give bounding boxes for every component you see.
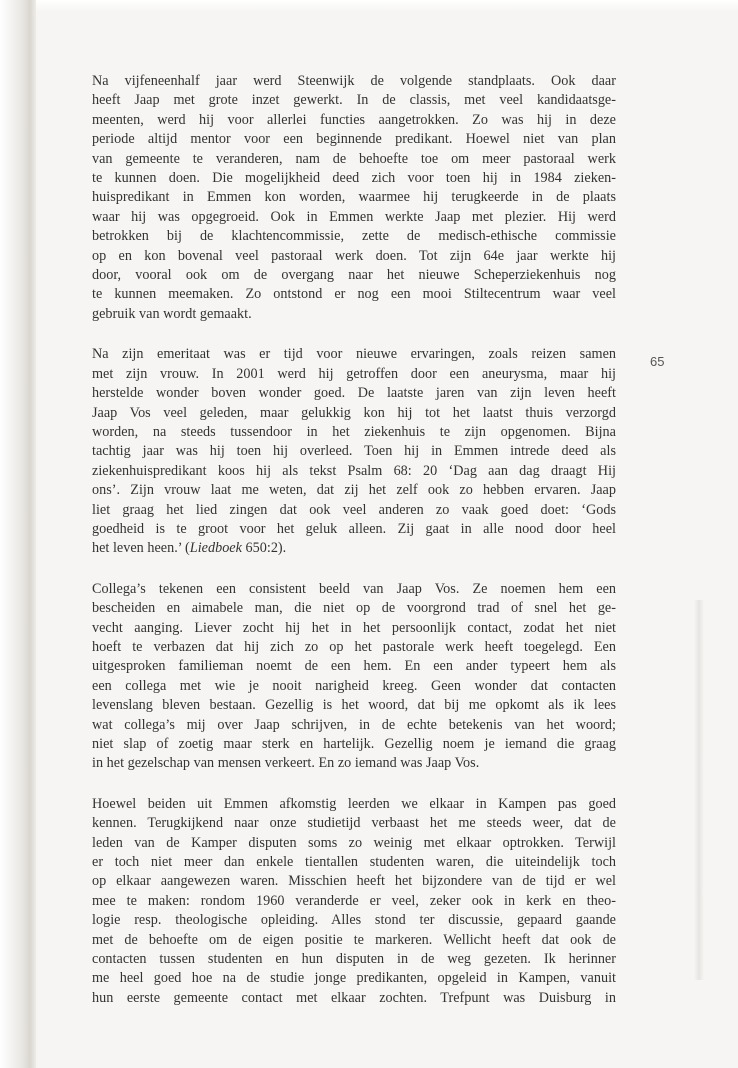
text-line: mee te maken: rondom 1960 veranderde er veel, zeker ook in kerk en theo- bbox=[92, 892, 616, 909]
text-line: te kunnen doen. Die mogelijkheid deed zich voor toen hij in 1984 zieken- bbox=[92, 170, 616, 187]
paragraph-4 bbox=[92, 795, 616, 1008]
text-line: een collega met wie je nooit narigheid kreeg. Geen wonder dat contacten bbox=[92, 677, 616, 694]
text-line: met zijn vrouw. In 2001 werd hij getroffen door een aneurysma, maar hij bbox=[92, 365, 616, 382]
text-line: Jaap Vos veel geleden, maar gelukkig kon hij tot het laatst thuis verzorgd bbox=[92, 404, 616, 421]
text-line: heeft Jaap met grote inzet gewerkt. In de classis, met veel kandidaatsge- bbox=[92, 92, 616, 109]
text-line: betrokken bij de klachtencommissie, zette de medisch-ethische commissie bbox=[92, 228, 616, 245]
text-line: huispredikant in Emmen kon worden, waarmee hij terugkeerde in de plaats bbox=[92, 189, 616, 206]
show-through-shadow bbox=[694, 600, 704, 980]
text-line: herstelde wonder boven wonder goed. De laatste jaren van zijn leven heeft bbox=[92, 385, 616, 402]
text-line: vecht aanging. Liever zocht hij het in het persoonlijk contact, zodat het niet bbox=[92, 619, 616, 636]
paragraph-1 bbox=[92, 72, 616, 324]
page-top-edge bbox=[30, 0, 738, 12]
text-line: Hoewel beiden uit Emmen afkomstig leerden we elkaar in Kampen pas goed bbox=[92, 795, 616, 812]
page-number: 65 bbox=[650, 354, 665, 369]
text-line: hun eerste gemeente contact met elkaar zochten. Trefpunt was Duisburg in bbox=[92, 989, 616, 1006]
text-line: door, vooral ook om de overgang naar het nieuwe Scheperziekenhuis nog bbox=[92, 267, 616, 284]
body-text bbox=[92, 72, 616, 1029]
text-line: Collega’s tekenen een consistent beeld van Jaap Vos. Ze noemen hem een bbox=[92, 580, 616, 597]
text-line: bescheiden en aimabele man, die niet op de voorgrond trad of snel het ge- bbox=[92, 600, 616, 617]
text-line: ons’. Zijn vrouw laat me weten, dat zij het zelf ook zo hebben ervaren. Jaap bbox=[92, 482, 616, 499]
text-line: kennen. Terugkijkend naar onze studietijd verbaast het me steeds weer, dat de bbox=[92, 815, 616, 832]
text-line: niet slap of zoetig maar sterk en hartelijk. Gezellig noem je iemand die graag bbox=[92, 736, 616, 752]
paragraph-2 bbox=[92, 345, 616, 558]
text-line: hoeft te verbazen dat hij zich zo op het pastorale werk heeft toegelegd. Een bbox=[92, 638, 616, 655]
text-line: uitgesproken familieman noemt de een hem. En een ander typeert hem als bbox=[92, 658, 616, 675]
text-line: gebruik van wordt gemaakt. bbox=[92, 305, 252, 322]
text-line: met de behoefte om de eigen positie te markeren. Wellicht heeft dat ook de bbox=[92, 931, 616, 948]
citation-title: Liedboek bbox=[189, 540, 242, 557]
text-line: wat collega’s mij over Jaap schrijven, in de echte betekenis van het woord; bbox=[92, 716, 616, 733]
text-line: liet graag het lied zingen dat ook veel anderen zo vaak goed doet: ‘Gods bbox=[92, 501, 616, 518]
text-line: worden, na steeds tussendoor in het ziekenhuis te zijn opgenomen. Bijna bbox=[92, 423, 616, 440]
citation-post: 650:2). bbox=[241, 540, 287, 557]
text-line: van gemeente te veranderen, nam de behoefte toe om meer pastoraal werk bbox=[92, 150, 616, 167]
paragraph-3 bbox=[92, 580, 616, 774]
text-line: goedheid is te groot voor het geluk alleen. Zij gaat in alle nood door heel bbox=[92, 520, 616, 537]
text-line: ziekenhuispredikant koos hij als tekst Psalm 68: 20 ‘Dag aan dag draagt Hij bbox=[92, 462, 616, 479]
text-line: Na zijn emeritaat was er tijd voor nieuwe ervaringen, zoals reizen samen bbox=[92, 346, 616, 363]
text-line: meenten, werd hij voor allerlei functies aangetrokken. Zo was hij in deze bbox=[92, 111, 616, 128]
text-line: tachtig jaar was hij toen hij overleed. Toen hij in Emmen intrede deed als bbox=[92, 443, 616, 460]
text-line: me heel goed hoe na de studie jonge predikanten, opgeleid in Kampen, vanuit bbox=[92, 970, 616, 987]
text-line: leden van de Kamper disputen soms zo weinig met elkaar optrokken. Terwijl bbox=[92, 834, 616, 851]
citation-pre: het leven heen.’ ( bbox=[92, 540, 190, 557]
text-line bbox=[92, 539, 616, 558]
book-spine-shadow bbox=[0, 0, 36, 1068]
text-line: Na vijfeneenhalf jaar werd Steenwijk de volgende standplaats. Ook daar bbox=[92, 73, 616, 89]
text-line: levenslang bleven bestaan. Gezellig is het woord, dat bij me opkomt als ik lees bbox=[92, 697, 616, 714]
text-line: contacten tussen studenten en hun disputen in de weg gezeten. Ik herinner bbox=[92, 951, 616, 968]
text-line: periode altijd mentor voor een beginnende predikant. Hoewel niet van plan bbox=[92, 131, 616, 148]
text-line: logie resp. theologische opleiding. Alles stond ter discussie, gepaard gaande bbox=[92, 912, 616, 929]
text-line: er toch niet meer dan enkele tientallen studenten waren, die uiteindelijk toch bbox=[92, 854, 616, 871]
text-line: in het gezelschap van mensen verkeert. En zo iemand was Jaap Vos. bbox=[92, 755, 480, 772]
text-line: op en kon bovenal veel pastoraal werk doen. Tot zijn 64e jaar werkte hij bbox=[92, 247, 616, 264]
text-line: waar hij was opgegroeid. Ook in Emmen werkte Jaap met plezier. Hij werd bbox=[92, 208, 616, 225]
text-line: op elkaar aangewezen waren. Misschien heeft het bijzondere van de tijd er wel bbox=[92, 873, 616, 890]
text-line: te kunnen meemaken. Zo ontstond er nog een mooi Stiltecentrum waar veel bbox=[92, 286, 616, 303]
